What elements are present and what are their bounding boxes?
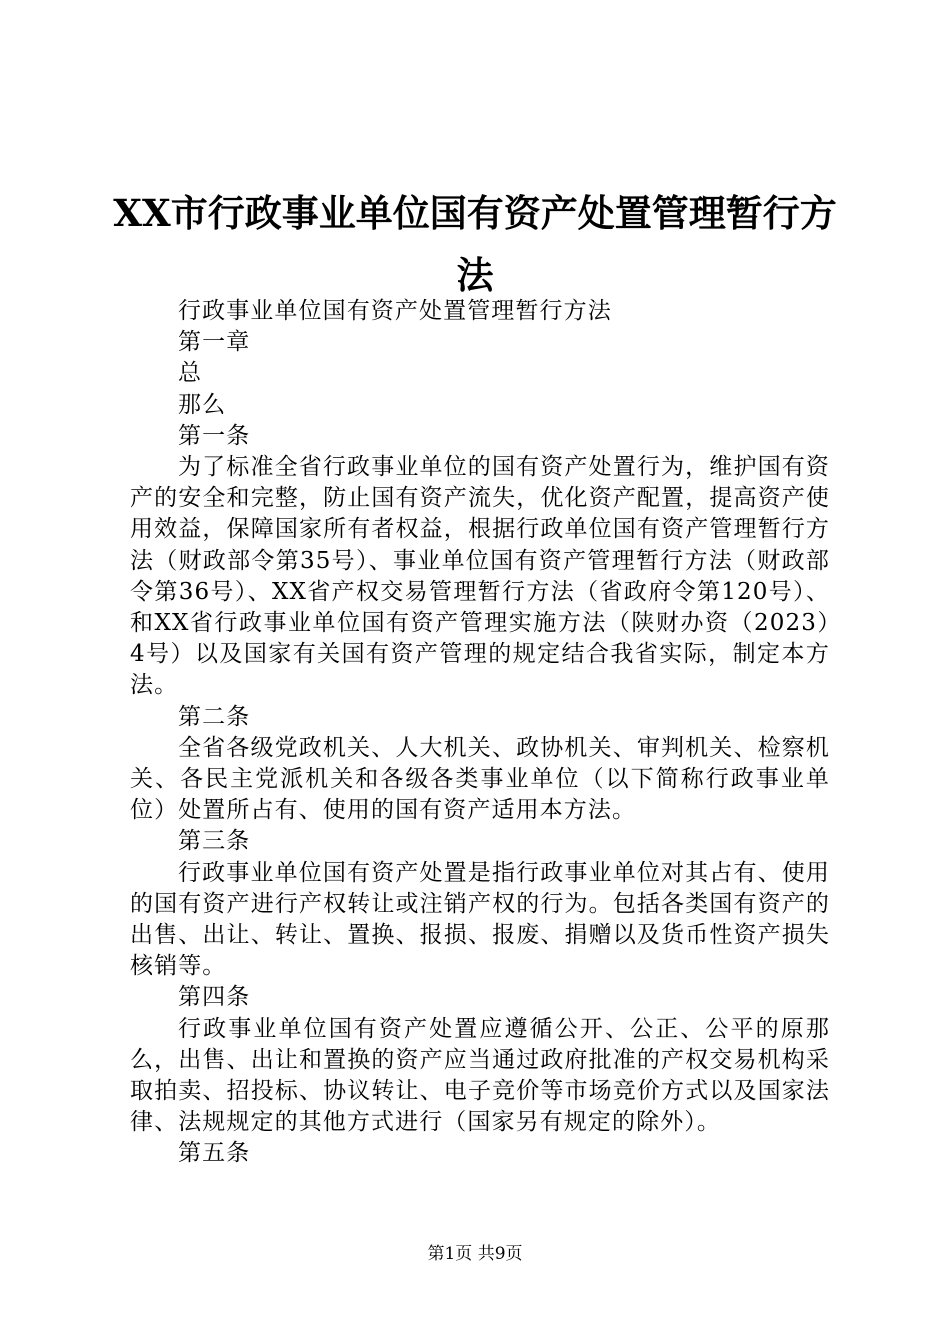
article-3-text: 行政事业单位国有资产处置是指行政事业单位对其占有、使用的国有资产进行产权转让或注销产权的行为。包括各类国有资产的出售、出让、转让、置换、报损、报废、捐赠以及货币性资产损失核销等。 [130, 859, 830, 980]
chapter-heading: 第一章 [178, 329, 251, 356]
article-2-heading: 第二条 [178, 703, 251, 730]
article-2-text: 全省各级党政机关、人大机关、政协机关、审判机关、检察机关、各民主党派机关和各级各类事业单位（以下简称行政事业单位）处置所占有、使用的国有资产适用本方法。 [130, 734, 830, 824]
chapter-word-2: 那么 [178, 391, 227, 418]
chapter-word-1: 总 [178, 360, 203, 387]
page-footer: 第1页 共9页 [427, 1244, 523, 1264]
document-title: XX市行政事业单位国有资产处置管理暂行方法 [113, 191, 837, 297]
article-5-heading: 第五条 [178, 1140, 251, 1167]
article-1-heading: 第一条 [178, 422, 251, 449]
article-4-text: 行政事业单位国有资产处置应遵循公开、公正、公平的原那么，出售、出让和置换的资产应当通过政府批准的产权交易机构采取拍卖、招投标、协议转让、电子竞价等市场竞价方式以及国家法律、法规规定的其他方式进行（国家另有规定的除外）。 [130, 1015, 830, 1136]
document-body [130, 296, 830, 1170]
article-1-text: 为了标准全省行政事业单位的国有资产处置行为，维护国有资产的安全和完整，防止国有资产流失，优化资产配置，提高资产使用效益，保障国家所有者权益，根据行政单位国有资产管理暂行方法（财政部令第35号）、事业单位国有资产管理暂行方法（财政部令第36号）、XX省产权交易管理暂行方法（省政府令第120号）、和XX省行政事业单位国有资产管理实施方法（陕财办资（2023）4号）以及国家有关国有资产管理的规定结合我省实际，制定本方法。 [130, 454, 830, 699]
article-3-heading: 第三条 [178, 828, 251, 855]
document-subtitle: 行政事业单位国有资产处置管理暂行方法 [178, 298, 612, 324]
article-4-heading: 第四条 [178, 984, 251, 1011]
